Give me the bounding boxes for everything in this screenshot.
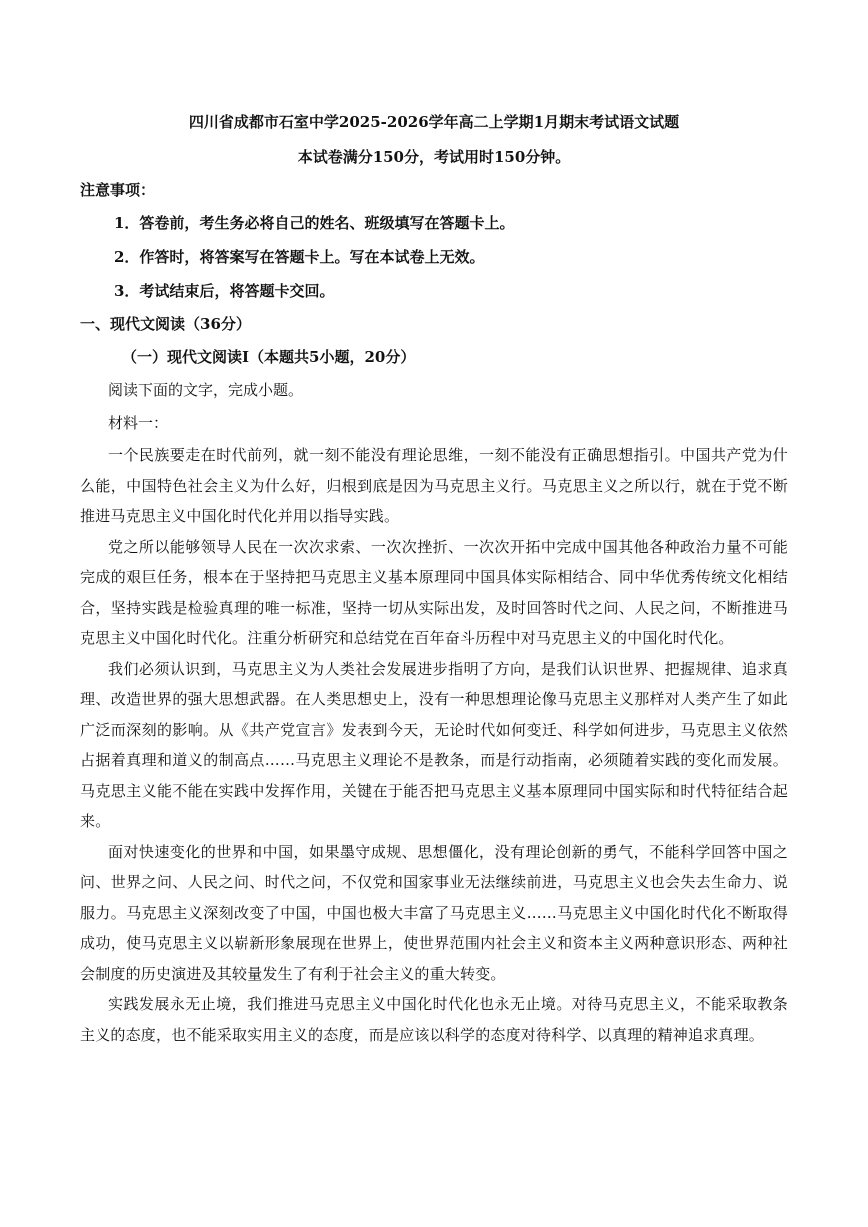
subsection-heading: （一）现代文阅读Ⅰ（本题共5小题，20分）	[122, 348, 416, 366]
passage-paragraph: 实践发展永无止境，我们推进马克思主义中国化时代化也永无止境。对待马克思主义，不能采取教条主义的态度，也不能采取实用主义的态度，而是应该以科学的态度对待科学、以真理的精神追求真理。	[80, 995, 788, 1044]
notice-heading: 注意事项：	[80, 181, 156, 199]
notice-item: 3．考试结束后，将答题卡交回。	[114, 282, 335, 300]
exam-page	[80, 108, 788, 1050]
material-label: 材料一：	[108, 414, 169, 432]
passage-paragraph: 我们必须认识到，马克思主义为人类社会发展进步指明了方向，是我们认识世界、把握规律、追求真理、改造世界的强大思想武器。在人类思想史上，没有一种思想理论像马克思主义那样对人类产生了如此广泛而深刻的影响。从《共产党宣言》发表到今天，无论时代如何变迁、科学如何进步，马克思主义依然占据着真理和道义的制高点……马克思主义理论不是教条，而是行动指南，必须随着实践的变化而发展。马克思主义能不能在实践中发挥作用，关键在于能否把马克思主义基本原理同中国实际和时代特征结合起来。	[80, 659, 788, 830]
passage-paragraph: 面对快速变化的世界和中国，如果墨守成规、思想僵化，没有理论创新的勇气，不能科学回答中国之问、世界之问、人民之问、时代之问，不仅党和国家事业无法继续前进，马克思主义也会失去生命力、说服力。马克思主义深刻改变了中国，中国也极大丰富了马克思主义……马克思主义中国化时代化不断取得成功，使马克思主义以崭新形象展现在世界上，使世界范围内社会主义和资本主义两种意识形态、两种社会制度的历史演进及其较量发生了有利于社会主义的重大转变。	[80, 842, 788, 983]
section-heading: 一、现代文阅读（36分）	[80, 315, 251, 333]
notice-item: 2．作答时，将答案写在答题卡上。写在本试卷上无效。	[114, 248, 485, 266]
exam-title: 四川省成都市石室中学2025-2026学年高二上学期1月期末考试语文试题	[188, 113, 680, 131]
notice-item: 1．答卷前，考生务必将自己的姓名、班级填写在答题卡上。	[114, 214, 515, 232]
reading-instruction: 阅读下面的文字，完成小题。	[108, 381, 304, 399]
passage-paragraph: 党之所以能够领导人民在一次次求索、一次次挫折、一次次开拓中完成中国其他各种政治力量不可能完成的艰巨任务，根本在于坚持把马克思主义基本原理同中国具体实际相结合、同中华优秀传统文化相结合，坚持实践是检验真理的唯一标准，坚持一切从实际出发，及时回答时代之问、人民之问，不断推进马克思主义中国化时代化。注重分析研究和总结党在百年奋斗历程中对马克思主义的中国化时代化。	[80, 537, 788, 647]
exam-subtitle: 本试卷满分150分，考试用时150分钟。	[297, 148, 571, 166]
passage-paragraph: 一个民族要走在时代前列，就一刻不能没有理论思维，一刻不能没有正确思想指引。中国共产党为什么能，中国特色社会主义为什么好，归根到底是因为马克思主义行。马克思主义之所以行，就在于党不断推进马克思主义中国化时代化并用以指导实践。	[80, 446, 788, 525]
